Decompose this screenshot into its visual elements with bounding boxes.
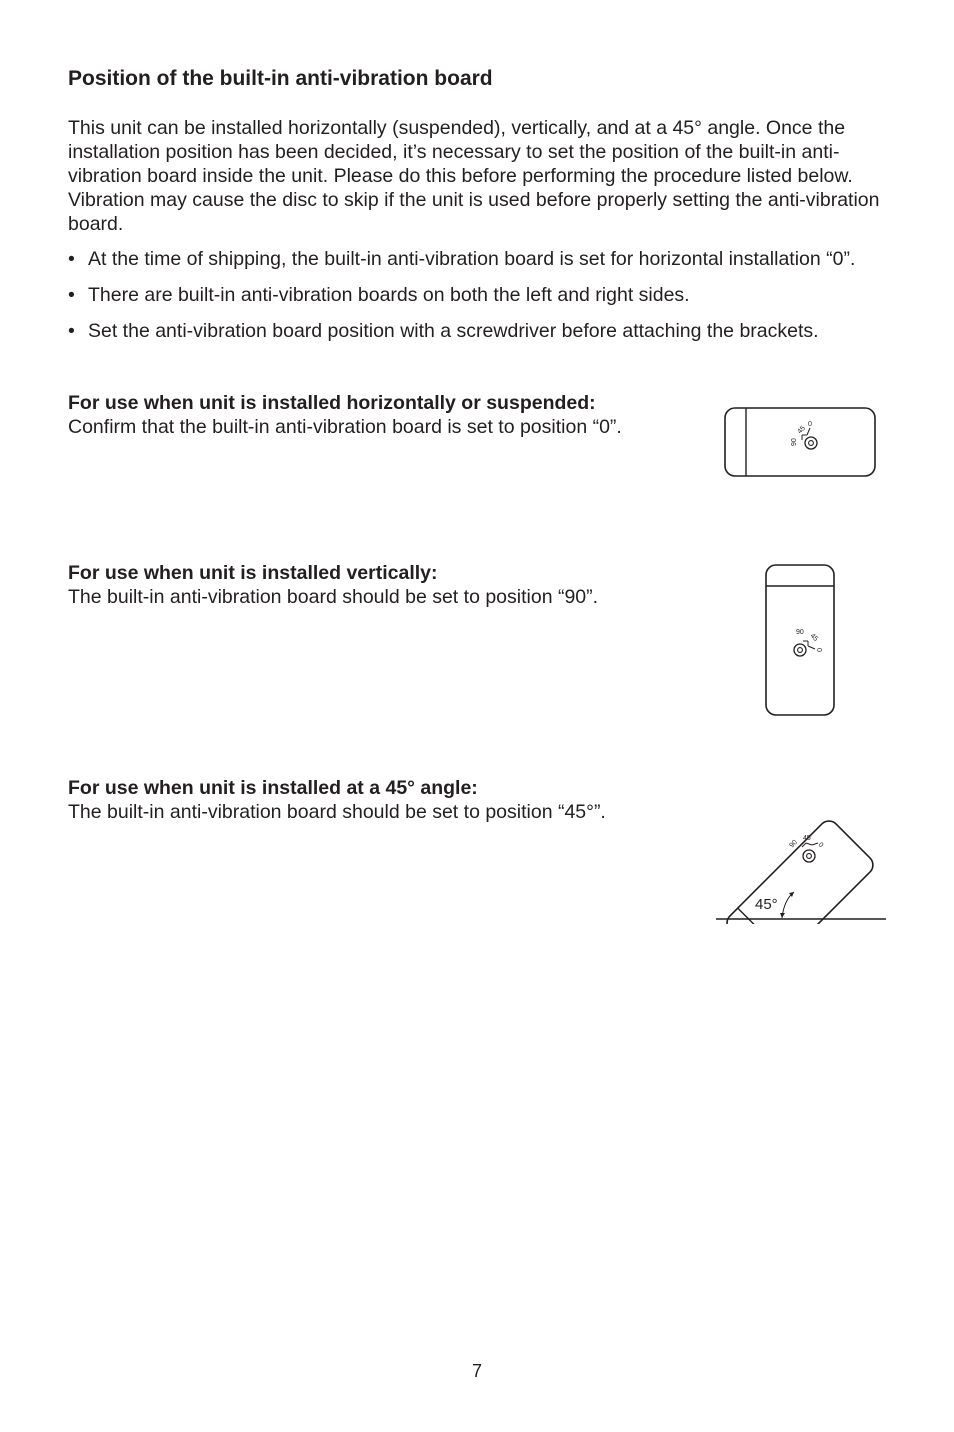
horizontal-unit-icon	[722, 404, 882, 482]
dial-icon	[802, 843, 818, 862]
dial-label-45: 45	[808, 632, 820, 643]
intro-paragraph: This unit can be installed horizontally (suspended), vertically, and at a 45° angle. Once the installation position has been decided, it’s necessary to set the position of the built-in anti-vibration board inside the unit. Please do this before performing the procedure listed below. Vibration may cause the disc to skip if the unit is used before properly setting the anti-vibration board.	[68, 117, 880, 235]
horizontal-heading: For use when unit is installed horizontally or suspended:	[68, 392, 596, 414]
list-item: • At the time of shipping, the built-in anti-vibration board is set for horizontal installation “0”.	[68, 247, 898, 271]
horizontal-unit-illustration	[722, 404, 882, 487]
vertical-unit-illustration	[762, 562, 840, 725]
vertical-text: The built-in anti-vibration board should be set to position “90”.	[68, 586, 599, 608]
dial-icon	[794, 641, 815, 656]
horizontal-section	[68, 391, 718, 439]
angled-unit-icon	[714, 772, 890, 924]
notes-list	[68, 247, 898, 355]
page-number: 7	[471, 1361, 482, 1381]
list-item: • Set the anti-vibration board position with a screwdriver before attaching the brackets.	[68, 319, 898, 343]
dial-label-45: 45	[803, 835, 811, 842]
dial-label-90: 90	[791, 438, 798, 446]
angled-text: The built-in anti-vibration board should be set to position “45°”.	[68, 801, 606, 823]
vertical-section	[68, 561, 718, 609]
angled-heading: For use when unit is installed at a 45° angle:	[68, 777, 478, 799]
dial-label-0: 0	[815, 648, 822, 652]
angle-label: 45°	[755, 896, 778, 913]
dial-label-0: 0	[816, 841, 825, 850]
dial-label-90: 90	[788, 838, 799, 850]
dial-label-0: 0	[808, 421, 812, 428]
vertical-unit-icon	[762, 562, 840, 720]
horizontal-text: Confirm that the built-in anti-vibration board is set to position “0”.	[68, 416, 622, 438]
vertical-heading: For use when unit is installed vertically:	[68, 562, 438, 584]
unit-outline	[723, 817, 877, 924]
list-item: • There are built-in anti-vibration boards on both the left and right sides.	[68, 283, 898, 307]
page-title: Position of the built-in anti-vibration board	[68, 67, 493, 90]
dial-label-45: 45	[796, 424, 807, 436]
angled-unit-illustration	[714, 772, 890, 929]
angled-section	[68, 776, 718, 824]
dial-label-90: 90	[796, 629, 804, 636]
